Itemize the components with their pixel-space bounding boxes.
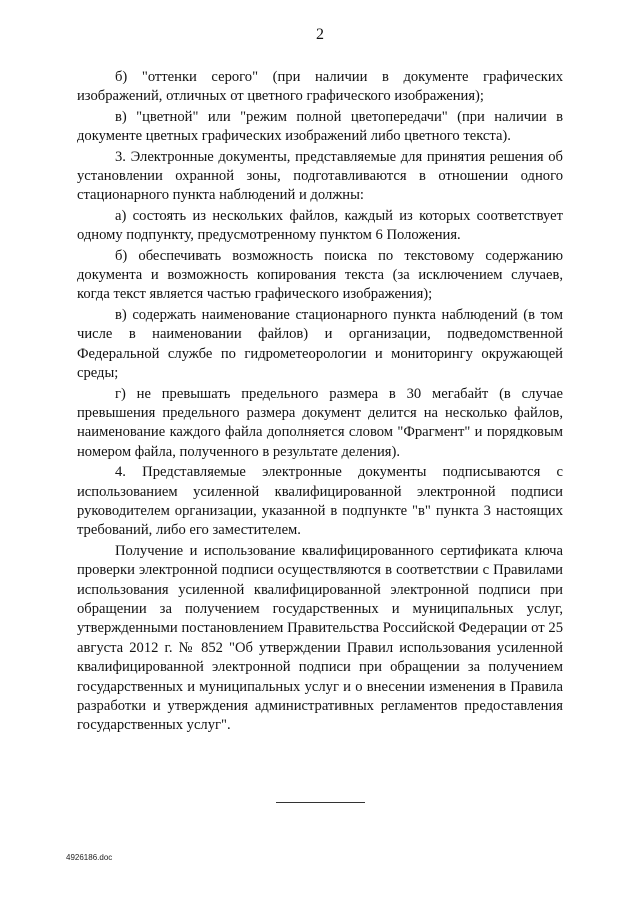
paragraph-item-3b: б) обеспечивать возможность поиска по текстовому содержанию документа и возможность копирования текста (за исключением случаев, когда текст является частью графического изображения);: [77, 247, 563, 303]
paragraph-item-3v: в) содержать наименование стационарного пункта наблюдений (в том числе в наименовании файлов) и организации, подведомственной Федеральной службе по гидрометеорологии и мониторингу окружающей среды;: [77, 306, 563, 382]
paragraph-item-4: 4. Представляемые электронные документы подписываются с использованием усиленной квалифицированной электронной подписи руководителем организации, указанной в подпункте "в" пункта 3 настоящих требований, либо его заместителем.: [77, 464, 563, 539]
paragraph-item-3g: г) не превышать предельного размера в 30 мегабайт (в случае превышения предельного размера документ делится на несколько файлов, наименование каждого файла дополняется словом "Фрагмент" и порядковым номером файла, полученного в результате деления).: [77, 385, 563, 460]
paragraph-certificate: Получение и использование квалифицированного сертификата ключа проверки электронной подписи осуществляются в соответствии с Правилами использования усиленной квалифицированной электронной подписи при обращении за получением государственных и муниципальных услуг, утвержденными постановлением Правительства Российской Федерации от 25 августа 2012 г. № 852 "Об утверждении Правил использования усиленной квалифицированной электронной подписи при обращении за получением государственных и муниципальных услуг и о внесении изменения в Правила разработки и утверждения административных регламентов предоставления государственных услуг".: [77, 542, 563, 734]
paragraph-color: в) "цветной" или "режим полной цветопередачи" (при наличии в документе цветных графических изображений либо цветного текста).: [77, 108, 563, 145]
paragraph-item-3a: а) состоять из нескольких файлов, каждый из которых соответствует одному подпункту, предусмотренному пунктом 6 Положения.: [77, 207, 563, 244]
paragraph-grayscale: б) "оттенки серого" (при наличии в документе графических изображений, отличных от цветного графического изображения);: [77, 69, 563, 105]
paragraph-item-3: 3. Электронные документы, представляемые для принятия решения об установлении охранной зоны, подготавливаются в отношении одного стационарного пункта наблюдений и должны:: [77, 148, 563, 204]
document-body: [77, 68, 563, 736]
page-number: 2: [316, 26, 324, 43]
footer-divider: [276, 802, 365, 803]
document-id: 4926186.doc: [66, 853, 113, 862]
